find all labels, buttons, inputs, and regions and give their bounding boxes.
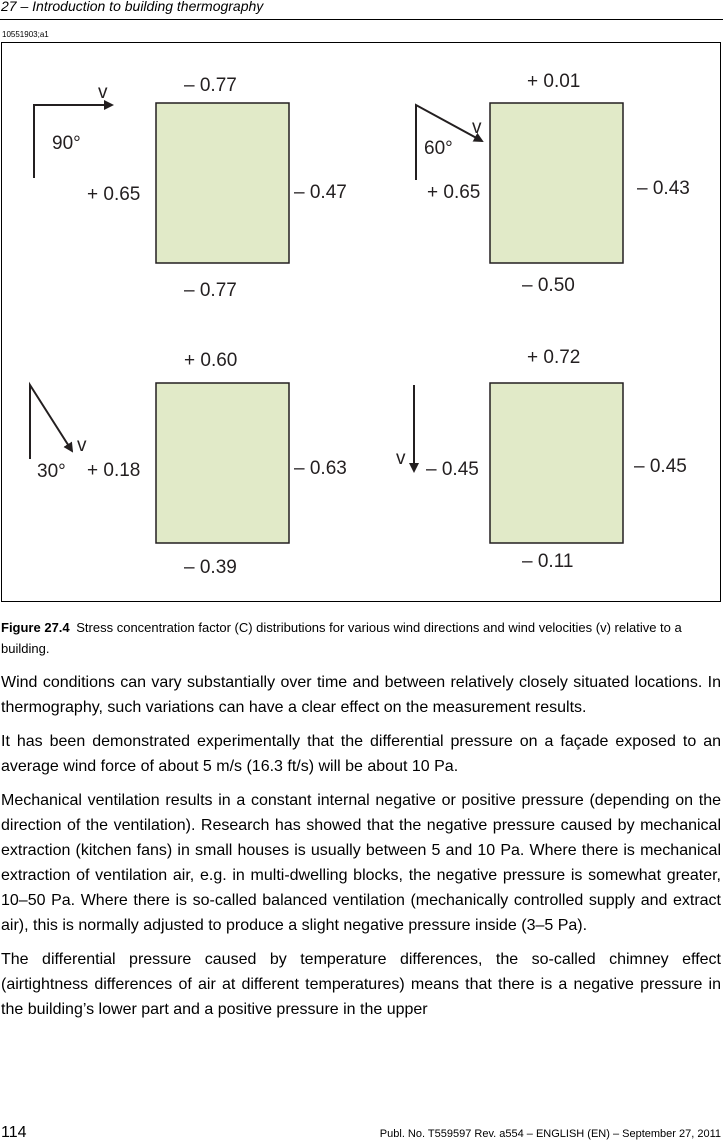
caption-text: Stress concentration factor (C) distributions for various wind directions and wind velocities (v) relative to a building.	[1, 620, 682, 656]
coef-top-4: + 0.72	[527, 347, 581, 368]
caption-label: Figure 27.4	[1, 620, 70, 635]
panel-2	[416, 71, 690, 296]
figure-id: 10551903;a1	[2, 30, 49, 39]
figure-caption	[1, 617, 721, 659]
publication-info: Publ. No. T559597 Rev. a554 – ENGLISH (EN) – September 27, 2011	[379, 1128, 721, 1140]
paragraph-1: Wind conditions can vary substantially over time and between relatively closely situated locations. In thermography, such variations can have a clear effect on the measurement results.	[1, 674, 721, 716]
angle-label-2: 60°	[424, 138, 453, 159]
wind-pressure-diagram	[2, 43, 720, 601]
coef-bottom-4: – 0.11	[522, 551, 574, 572]
coef-left-4: – 0.45	[426, 459, 479, 480]
coef-right-2: – 0.43	[637, 178, 690, 199]
body-text	[1, 670, 721, 1031]
running-title: 27 – Introduction to building thermography	[1, 0, 264, 14]
page-number: 114	[1, 1124, 27, 1141]
coef-bottom-2: – 0.50	[522, 275, 575, 296]
wind-arrow-3	[30, 385, 72, 459]
coef-right-4: – 0.45	[634, 456, 687, 477]
coef-left-3: + 0.18	[87, 460, 141, 481]
angle-label-3: 30°	[37, 461, 66, 482]
velocity-label-1: v	[98, 82, 108, 103]
coef-left-1: + 0.65	[87, 184, 141, 205]
building-3	[156, 383, 289, 543]
coef-top-3: + 0.60	[184, 350, 238, 371]
paragraph-4: The differential pressure caused by temperature differences, the so-called chimney effect (airtightness differences of air at different temperatures) means that there is a negative pressure in the building’s lower part and a positive pressure in the upper	[1, 951, 721, 1018]
page-header	[0, 0, 723, 20]
coef-bottom-3: – 0.39	[184, 557, 237, 578]
figure-frame	[1, 42, 721, 602]
building-1	[156, 103, 289, 263]
coef-top-1: – 0.77	[184, 75, 237, 96]
coef-right-3: – 0.63	[294, 458, 347, 479]
building-2	[490, 103, 623, 263]
coef-bottom-1: – 0.77	[184, 280, 237, 301]
coef-right-1: – 0.47	[294, 182, 347, 203]
paragraph-2: It has been demonstrated experimentally that the differential pressure on a façade exposed to an average wind force of about 5 m/s (16.3 ft/s) will be about 10 Pa.	[1, 733, 721, 775]
velocity-label-3: v	[77, 435, 87, 456]
coef-top-2: + 0.01	[527, 71, 581, 92]
velocity-label-2: v	[472, 117, 482, 138]
paragraph-3: Mechanical ventilation results in a constant internal negative or positive pressure (depending on the direction of the ventilation). Research has showed that the negative pressure caused by mechanical extraction (kitchen fans) in small houses is usually between 5 and 10 Pa. Where there is mechanical extraction of ventilation air, e.g. in multi-dwelling blocks, the negative pressure is somewhat greater, 10–50 Pa. Where there is so-called balanced ventilation (mechanically controlled supply and extract air), this is normally adjusted to produce a slight negative pressure inside (3–5 Pa).	[1, 792, 721, 934]
building-4	[490, 383, 623, 543]
velocity-label-4: v	[396, 448, 406, 469]
panel-3	[30, 350, 347, 578]
coef-left-2: + 0.65	[427, 182, 481, 203]
panel-4	[396, 347, 687, 572]
panel-1	[34, 75, 347, 301]
angle-label-1: 90°	[52, 133, 81, 154]
